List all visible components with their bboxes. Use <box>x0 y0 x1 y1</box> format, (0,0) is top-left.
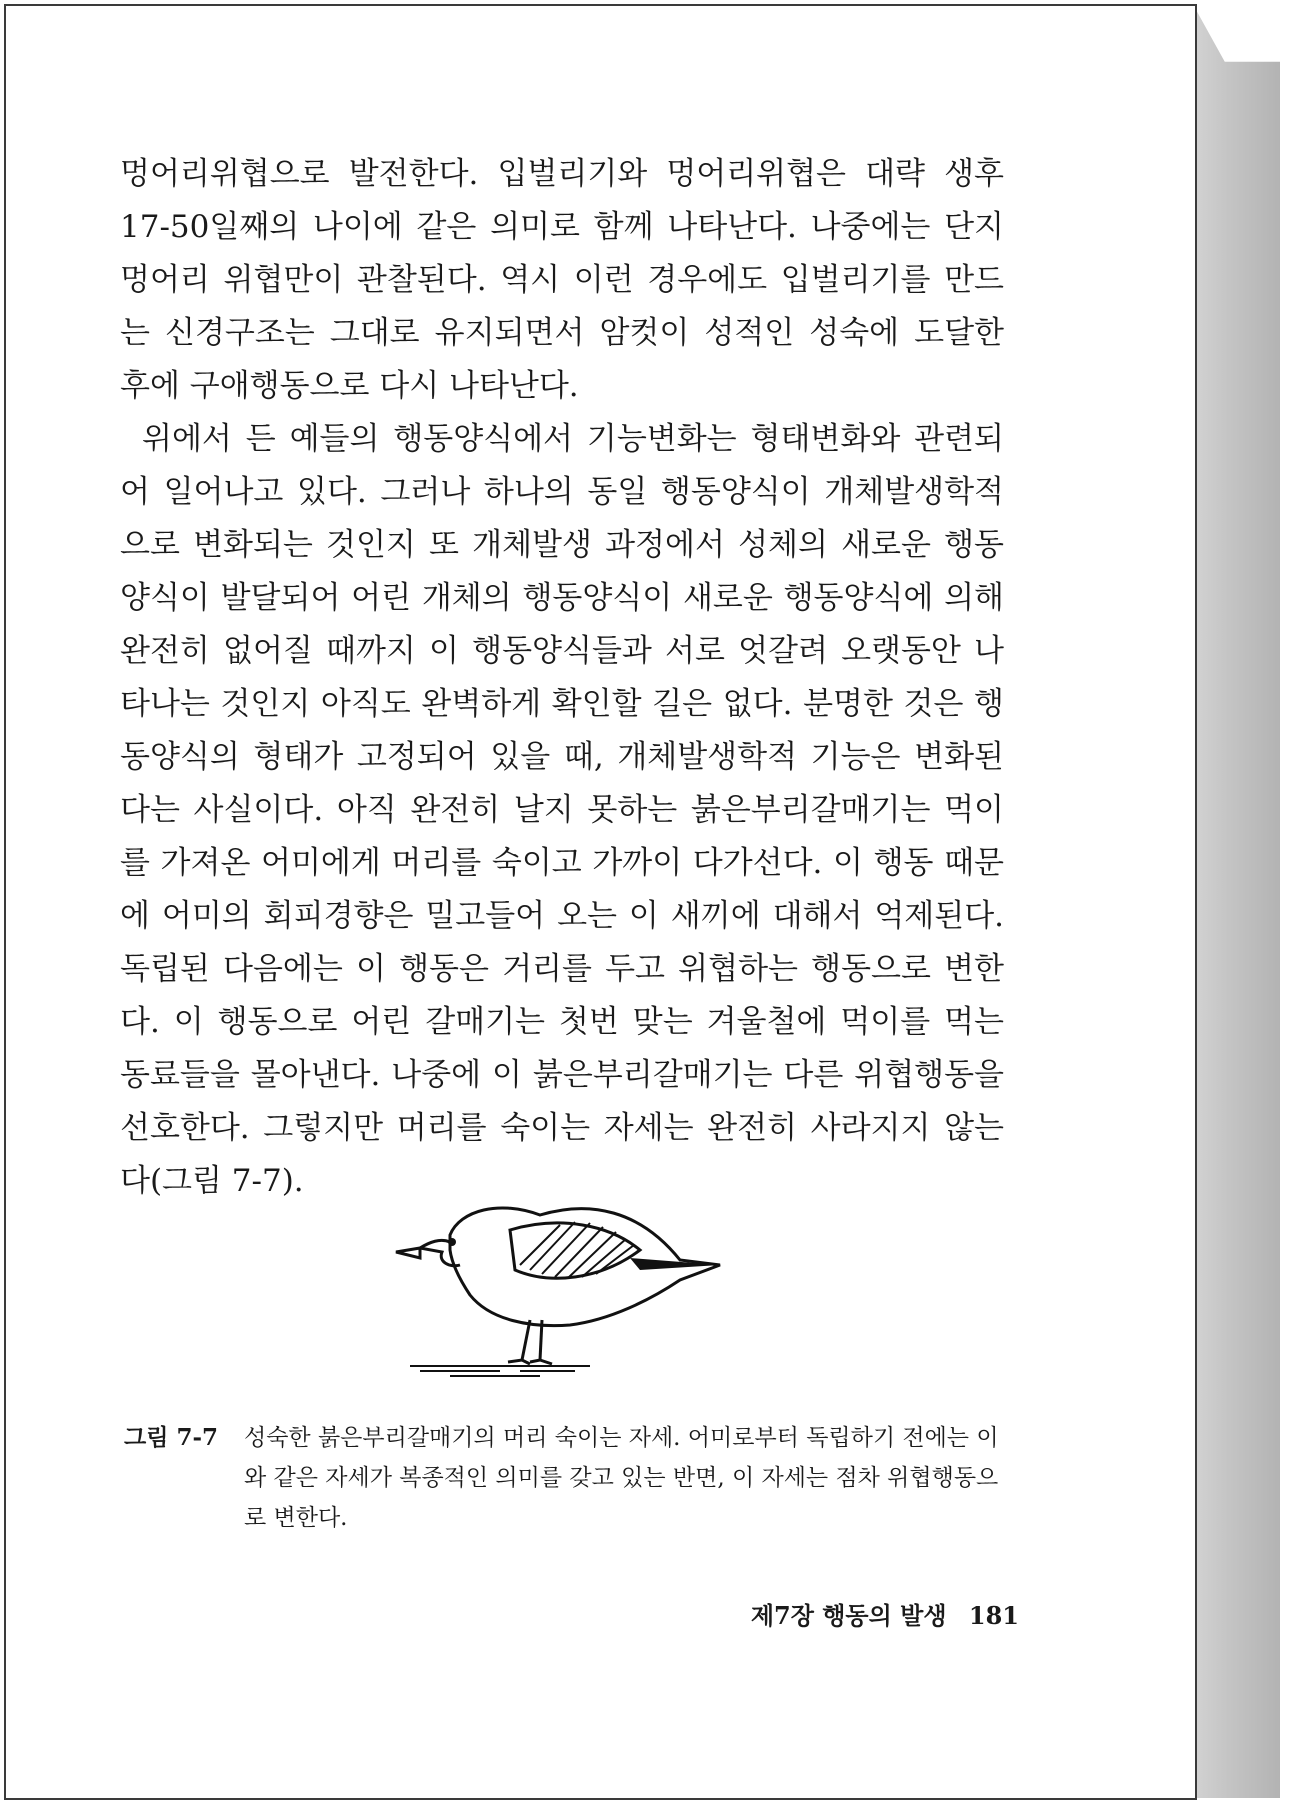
body-text <box>120 148 1004 1208</box>
book-spine <box>1195 8 1280 1798</box>
gull-drawing <box>390 1170 750 1390</box>
figure-caption <box>124 1418 1004 1538</box>
paragraph-1: 멍어리위협으로 발전한다. 입벌리기와 멍어리위협은 대략 생후 17-50일째의 나이에 같은 의미로 함께 나타난다. 나중에는 단지 멍어리 위협만이 관찰된다. 역시 이런 경우에도 입벌리기를 만드는 신경구조는 그대로 유지되면서 암컷이 성적인 성숙에 도달한 후에 구애행동으로 다시 나타난다. <box>120 156 1004 404</box>
chapter-title: 제7장 행동의 발생 <box>750 1601 947 1630</box>
page-number: 181 <box>968 1601 1019 1630</box>
gull-illustration <box>390 1170 750 1390</box>
figure-label: 그림 7-7 <box>124 1424 218 1451</box>
paragraph-2: 위에서 든 예들의 행동양식에서 기능변화는 형태변화와 관련되어 일어나고 있다. 그러나 하나의 동일 행동양식이 개체발생학적으로 변화되는 것인지 또 개체발생 과정에서 성체의 새로운 행동양식이 발달되어 어린 개체의 행동양식이 새로운 행동양식에 의해 완전히 없어질 때까지 이 행동양식들과 서로 엇갈려 오랫동안 나타나는 것인지 아직도 완벽하게 확인할 길은 없다. 분명한 것은 행동양식의 형태가 고정되어 있을 때, 개체발생학적 기능은 변화된다는 사실이다. 아직 완전히 날지 못하는 붉은부리갈매기는 먹이를 가져온 어미에게 머리를 숙이고 가까이 다가선다. 이 행동 때문에 어미의 회피경향은 밀고들어 오는 이 새끼에 대해서 억제된다. 독립된 다음에는 이 행동은 거리를 두고 위협하는 행동으로 변한다. 이 행동으로 어린 갈매기는 첫번 맞는 겨울철에 먹이를 먹는 동료들을 몰아낸다. 나중에 이 붉은부리갈매기는 다른 위협행동을 선호한다. 그렇지만 머리를 숙이는 자세는 완전히 사라지지 않는다(그림 7-7). <box>120 421 1004 1199</box>
figure-caption-text: 성숙한 붉은부리갈매기의 머리 숙이는 자세. 어미로부터 독립하기 전에는 이와 같은 자세가 복종적인 의미를 갖고 있는 반면, 이 자세는 점차 위협행동으로 변한다. <box>244 1425 999 1531</box>
page-footer <box>737 1596 1019 1631</box>
